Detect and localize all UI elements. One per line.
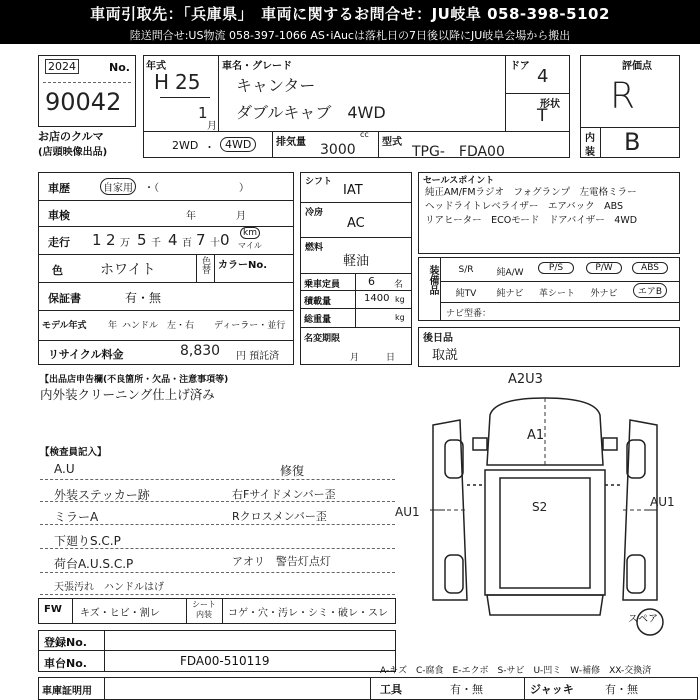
sales-points-label: セールスポイント bbox=[423, 176, 495, 186]
equip-abs-circled: ABS bbox=[632, 262, 668, 274]
shift-value: IAT bbox=[343, 183, 363, 198]
inspector-left-5: 荷台A.U.S.C.P bbox=[54, 557, 134, 571]
diagram-note-front: A1 bbox=[527, 428, 545, 443]
mileage-mile: マイル bbox=[238, 241, 262, 250]
equip-leather: 革シート bbox=[538, 289, 575, 299]
load-label: 積載量 bbox=[304, 297, 332, 307]
seat-items: コゲ・穴・汚レ・シミ・破レ・スレ bbox=[228, 608, 388, 619]
color-change-label: 色替 bbox=[200, 256, 210, 274]
tools-value: 有・無 bbox=[450, 683, 483, 696]
inspector-right-4: アオリ 警告灯点灯 bbox=[232, 555, 331, 568]
diagram-note-right: AU1 bbox=[650, 495, 675, 509]
jack-label: ジャッキ bbox=[530, 683, 574, 696]
seat-label: シート内装 bbox=[192, 600, 216, 619]
color-value: ホワイト bbox=[100, 262, 156, 278]
model-year-label: モデル年式 bbox=[42, 321, 87, 331]
interior-label-1: 内 bbox=[585, 133, 595, 144]
chassis-value: FDA00-510119 bbox=[180, 654, 270, 668]
weight-label: 総重量 bbox=[304, 315, 332, 325]
lot-no-label: No. bbox=[109, 61, 130, 74]
score-label: 評価点 bbox=[622, 61, 652, 72]
displacement-value: 3000 bbox=[320, 142, 356, 158]
history-other: ・（ ） bbox=[144, 183, 249, 194]
equipment-label: 装備品 bbox=[427, 265, 438, 295]
shape-label: 形状 bbox=[540, 99, 560, 110]
diagram-note-center: S2 bbox=[532, 500, 548, 514]
jack-value: 有・無 bbox=[605, 683, 638, 696]
score-value: R bbox=[610, 76, 636, 117]
inspector-left-1: A.U bbox=[54, 462, 75, 476]
docs-value: 取説 bbox=[432, 348, 459, 363]
shop-label: お店のクルマ bbox=[38, 130, 104, 143]
sales-point-line-3: リアヒーター ECOモード ドアバイザー 4WD bbox=[425, 215, 638, 226]
vehicle-damage-diagram bbox=[405, 370, 695, 650]
month-unit: 月 bbox=[207, 121, 217, 132]
inspector-left-2: 外装ステッカー跡 bbox=[54, 488, 150, 502]
inspector-right-3: Rクロスメンバー歪 bbox=[232, 510, 327, 523]
model-label: 型式 bbox=[382, 137, 402, 148]
equip-airbag-circled: エアB bbox=[633, 283, 667, 298]
recycle-label: リサイクル料金 bbox=[48, 348, 124, 361]
recycle-fee: 8,830 bbox=[180, 343, 221, 359]
garage-cert-label: 車庫証明用 bbox=[42, 686, 92, 697]
equip-tv: 純TV bbox=[455, 289, 477, 299]
history-private-circled: 自家用 bbox=[100, 178, 136, 195]
header-contact: 車両引取先：「兵庫県」 車両に関するお問合せ：JU岐阜 058-398-5102 bbox=[90, 5, 610, 23]
equip-sr: S/R bbox=[458, 265, 474, 275]
notes-text: 内外装クリーニング仕上げ済み bbox=[40, 387, 215, 402]
equip-pw-circled: P/W bbox=[586, 262, 622, 274]
shift-label: シフト bbox=[305, 177, 333, 187]
expiry-units: 月 日 bbox=[350, 353, 396, 363]
sales-point-line-1: 純正AM/FMラジオ フォグランプ 左電格ミラー bbox=[425, 187, 637, 198]
inspector-label: 【検査員記入】 bbox=[40, 447, 107, 458]
diagram-note-top: A2U3 bbox=[508, 372, 543, 387]
recycle-unit: 円 預託済 bbox=[236, 351, 280, 362]
name-label: 車名・グレード bbox=[222, 61, 292, 72]
color-no-label: カラーNo. bbox=[218, 260, 268, 271]
docs-label: 後日品 bbox=[423, 333, 453, 344]
mileage-digit-5: 7 bbox=[196, 231, 206, 249]
model-value: TPG- FDA00 bbox=[412, 144, 505, 160]
year-value: 25 bbox=[175, 70, 201, 94]
doors-value: 4 bbox=[537, 66, 549, 87]
mileage-km-circled: km bbox=[240, 227, 260, 239]
ac-label: 冷房 bbox=[305, 208, 324, 218]
year-label: 年式 bbox=[146, 61, 166, 72]
header-bar bbox=[0, 0, 700, 44]
equip-alloy-wheels: 純A/W bbox=[496, 268, 524, 278]
mileage-label: 走行 bbox=[48, 236, 70, 249]
lot-year-tag: 2024 bbox=[45, 59, 79, 74]
inspector-left-6: 天張汚れ ハンドルはげ bbox=[54, 582, 164, 593]
expiry-label: 名変期限 bbox=[304, 334, 341, 344]
spare-label: スペア bbox=[628, 614, 658, 625]
load-value: 1400 bbox=[364, 293, 390, 304]
drive-4wd-circled: 4WD bbox=[220, 137, 256, 152]
fuel-value: 軽油 bbox=[343, 254, 370, 269]
shaken-units: 年 月 bbox=[186, 211, 246, 222]
warranty-value: 有・無 bbox=[125, 291, 162, 305]
mileage-digit-1: 1 bbox=[92, 231, 102, 249]
chassis-label: 車台No. bbox=[44, 657, 87, 670]
reg-no-label: 登録No. bbox=[44, 636, 87, 649]
fw-items: キズ・ヒビ・割レ bbox=[80, 608, 160, 619]
lot-number: 90042 bbox=[45, 88, 122, 116]
fw-label: FW bbox=[44, 604, 62, 615]
month-value: 1 bbox=[198, 104, 208, 122]
warranty-label: 保証書 bbox=[48, 292, 81, 305]
fuel-label: 燃料 bbox=[305, 243, 324, 253]
interior-label-2: 装 bbox=[585, 147, 595, 158]
inspector-left-4: 下廻りS.C.P bbox=[54, 534, 121, 548]
equip-ext-navi: 外ナビ bbox=[590, 289, 618, 299]
doors-label: ドア bbox=[510, 61, 530, 72]
interior-value: B bbox=[624, 128, 641, 156]
damage-legend: A-キズ C-腐食 E-エクボ S-サビ U-凹ミ W-補修 XX-交換済 bbox=[380, 666, 652, 676]
sales-point-line-2: ヘッドライトレベライザー エアバック ABS bbox=[425, 201, 624, 212]
mileage-digit-3: 5 bbox=[137, 231, 147, 249]
shop-sub: (店頭映像出品) bbox=[38, 147, 108, 158]
vehicle-name: キャンター bbox=[236, 76, 316, 95]
capacity-label: 乗車定員 bbox=[304, 280, 341, 290]
mileage-digit-4: 4 bbox=[168, 231, 178, 249]
ac-value: AC bbox=[347, 216, 365, 231]
navi-model-label: ナビ型番： bbox=[446, 309, 492, 319]
shape-value: T bbox=[537, 106, 548, 126]
drive-2wd: 2WD bbox=[172, 139, 199, 152]
vehicle-grade: ダブルキャブ 4WD bbox=[236, 103, 386, 122]
capacity-value: 6 bbox=[368, 275, 375, 288]
year-era: H bbox=[154, 70, 170, 94]
equip-navi: 純ナビ bbox=[496, 289, 524, 299]
mileage-odometer: 1 2 万 5 千 4 百 7 十 0 km マイル bbox=[92, 228, 262, 250]
lot-box bbox=[38, 55, 136, 127]
equip-ps-circled: P/S bbox=[538, 262, 574, 274]
diagram-note-left: AU1 bbox=[395, 505, 420, 519]
tools-label: 工具 bbox=[380, 683, 402, 696]
displacement-label: 排気量 bbox=[276, 137, 306, 148]
mileage-digit-6: 0 bbox=[220, 231, 230, 249]
inspector-right-1: 修復 bbox=[280, 464, 305, 478]
shaken-label: 車検 bbox=[48, 209, 70, 222]
color-label: 色 bbox=[52, 264, 63, 277]
inspector-right-2: 右Fサイドメンバー歪 bbox=[232, 488, 336, 501]
bottom-row bbox=[38, 677, 698, 700]
inspector-left-3: ミラーA bbox=[54, 510, 99, 524]
history-label: 車歴 bbox=[48, 182, 70, 195]
handle-label: ハンドル 左・右 bbox=[122, 321, 195, 331]
notes-label: 【出品店申告欄(不良箇所・欠品・注意事項等) bbox=[40, 375, 229, 385]
header-transport: 陸送問合せ:US物流 058-397-1066 AS･iAucは落札日の7日後以降にJU岐阜会場から搬出 bbox=[129, 29, 571, 42]
dealer-label: ディーラー・並行 bbox=[214, 321, 286, 331]
mileage-digit-2: 2 bbox=[106, 231, 116, 249]
